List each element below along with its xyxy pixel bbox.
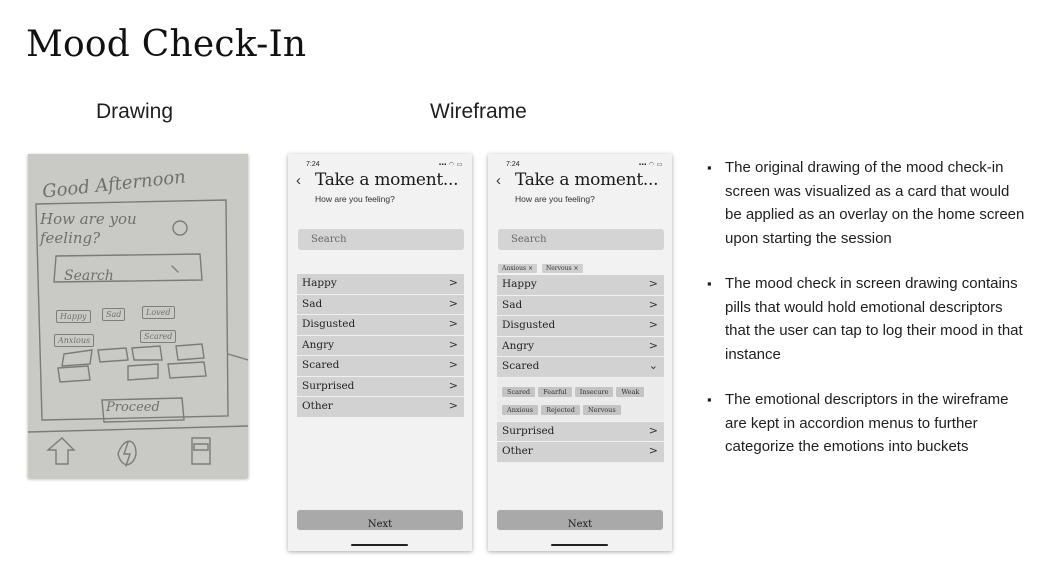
descriptor-pill[interactable]: Insecure	[575, 387, 614, 397]
emotion-row[interactable]	[497, 337, 664, 358]
selected-chips	[498, 257, 588, 275]
emotion-row[interactable]	[297, 295, 464, 316]
emotion-row[interactable]	[497, 422, 664, 443]
wireframe-label: Wireframe	[430, 100, 527, 123]
emotion-row[interactable]	[497, 442, 664, 463]
screen-subtitle: How are you feeling?	[515, 194, 595, 204]
home-indicator	[551, 544, 608, 546]
emotion-label: Angry	[502, 339, 535, 352]
chevron-right-icon: >	[448, 399, 458, 412]
chevron-left-icon[interactable]: ‹	[296, 172, 301, 189]
screen-title: Take a moment...	[315, 170, 459, 190]
note-item	[707, 272, 1027, 366]
emotion-label: Happy	[502, 278, 537, 290]
emotion-label: Sad	[302, 297, 323, 310]
chevron-right-icon: >	[648, 444, 658, 457]
emotion-label: Surprised	[302, 379, 355, 392]
screen-subtitle: How are you feeling?	[315, 194, 395, 204]
sketch-pill: Loved	[142, 306, 175, 319]
next-button[interactable]	[297, 510, 463, 530]
emotion-label: Angry	[302, 338, 335, 351]
sketch-proceed: Proceed	[106, 400, 160, 415]
note-text: The original drawing of the mood check-in screen was visualized as a card that would be applied as an overlay on the home screen upon starting the session	[725, 159, 1025, 247]
chevron-right-icon: >	[448, 296, 458, 310]
home-indicator	[351, 544, 408, 546]
next-label: Next	[567, 519, 593, 530]
search-placeholder: Search	[511, 234, 547, 245]
sketch-pill: Sad	[102, 308, 125, 321]
emotion-row[interactable]	[297, 356, 464, 377]
sketch-pill: Happy	[56, 310, 91, 323]
emotion-row[interactable]	[497, 296, 664, 317]
note-text: The mood check in screen drawing contains pills that would hold emotional descriptors that the user can tap to log their mood in that instance	[725, 275, 1023, 363]
descriptor-pill[interactable]: Rejected	[541, 405, 580, 415]
sketch-pill: Scared	[140, 330, 176, 343]
next-label: Next	[367, 519, 393, 530]
descriptor-panel	[497, 378, 664, 422]
note-item	[707, 388, 1027, 459]
page-title: Mood Check-In	[26, 24, 307, 65]
emotion-row[interactable]	[297, 397, 464, 418]
descriptor-pill[interactable]: Anxious	[502, 405, 538, 415]
chevron-right-icon: >	[648, 423, 658, 437]
emotion-row-expanded[interactable]	[497, 357, 664, 378]
chevron-right-icon: >	[448, 378, 458, 392]
bullet-icon: ▪	[707, 160, 712, 175]
emotion-label: Disgusted	[302, 318, 356, 330]
chevron-down-icon: ⌄	[648, 359, 658, 372]
drawing-label: Drawing	[96, 100, 174, 123]
emotion-row[interactable]	[497, 275, 664, 296]
chevron-right-icon: >	[448, 337, 458, 351]
screen-title: Take a moment...	[515, 170, 659, 190]
emotion-list	[297, 274, 464, 418]
chevron-right-icon: >	[448, 358, 458, 371]
note-item	[707, 156, 1027, 250]
emotion-row[interactable]	[297, 274, 464, 295]
status-icons: ▪▪▪ ◠ ▭	[438, 162, 463, 168]
search-input[interactable]	[498, 229, 664, 250]
descriptor-pill[interactable]: Scared	[502, 387, 535, 397]
status-time: 7:24	[506, 161, 520, 168]
search-placeholder: Search	[311, 234, 347, 245]
wireframe-phone-collapsed	[288, 154, 472, 551]
sketch-pill: Anxious	[54, 334, 94, 347]
emotion-label: Other	[502, 445, 533, 457]
descriptor-pill[interactable]: Nervous	[583, 405, 621, 415]
chevron-right-icon: >	[648, 297, 658, 311]
descriptor-pill[interactable]: Weak	[616, 387, 644, 397]
chevron-right-icon: >	[648, 318, 658, 331]
status-time: 7:24	[306, 161, 320, 168]
selected-chip[interactable]: Anxious ×	[498, 264, 537, 273]
emotion-label: Scared	[502, 360, 540, 372]
next-button[interactable]	[497, 510, 663, 530]
status-icons: ▪▪▪ ◠ ▭	[638, 162, 663, 168]
emotion-list	[497, 275, 664, 463]
bullet-icon: ▪	[707, 276, 712, 291]
selected-chip[interactable]: Nervous ×	[542, 264, 583, 273]
emotion-label: Surprised	[502, 424, 555, 437]
emotion-row[interactable]	[297, 377, 464, 398]
emotion-label: Scared	[302, 359, 340, 371]
emotion-row[interactable]	[297, 336, 464, 357]
emotion-label: Sad	[502, 298, 523, 311]
emotion-row[interactable]	[297, 315, 464, 336]
chevron-right-icon: >	[648, 338, 658, 352]
bullet-icon: ▪	[707, 392, 712, 407]
wireframe-phone-expanded	[488, 154, 672, 551]
emotion-label: Other	[302, 400, 333, 412]
chevron-right-icon: >	[448, 276, 458, 289]
descriptor-pill[interactable]: Fearful	[538, 387, 572, 397]
chevron-right-icon: >	[648, 277, 658, 290]
chevron-right-icon: >	[448, 317, 458, 330]
sketch-question: How are you feeling?	[40, 210, 137, 247]
sketch-search: Search	[64, 268, 114, 284]
note-text: The emotional descriptors in the wireframe are kept in accordion menus to further categorize the emotions into buckets	[725, 391, 1009, 455]
sketch-greeting: Good Afternoon	[41, 166, 187, 203]
emotion-row[interactable]	[497, 316, 664, 337]
sketch-photo	[28, 154, 248, 478]
search-input[interactable]	[298, 229, 464, 250]
chevron-left-icon[interactable]: ‹	[496, 172, 501, 189]
notes-list	[707, 156, 1027, 481]
emotion-label: Happy	[302, 277, 337, 289]
emotion-label: Disgusted	[502, 319, 556, 331]
